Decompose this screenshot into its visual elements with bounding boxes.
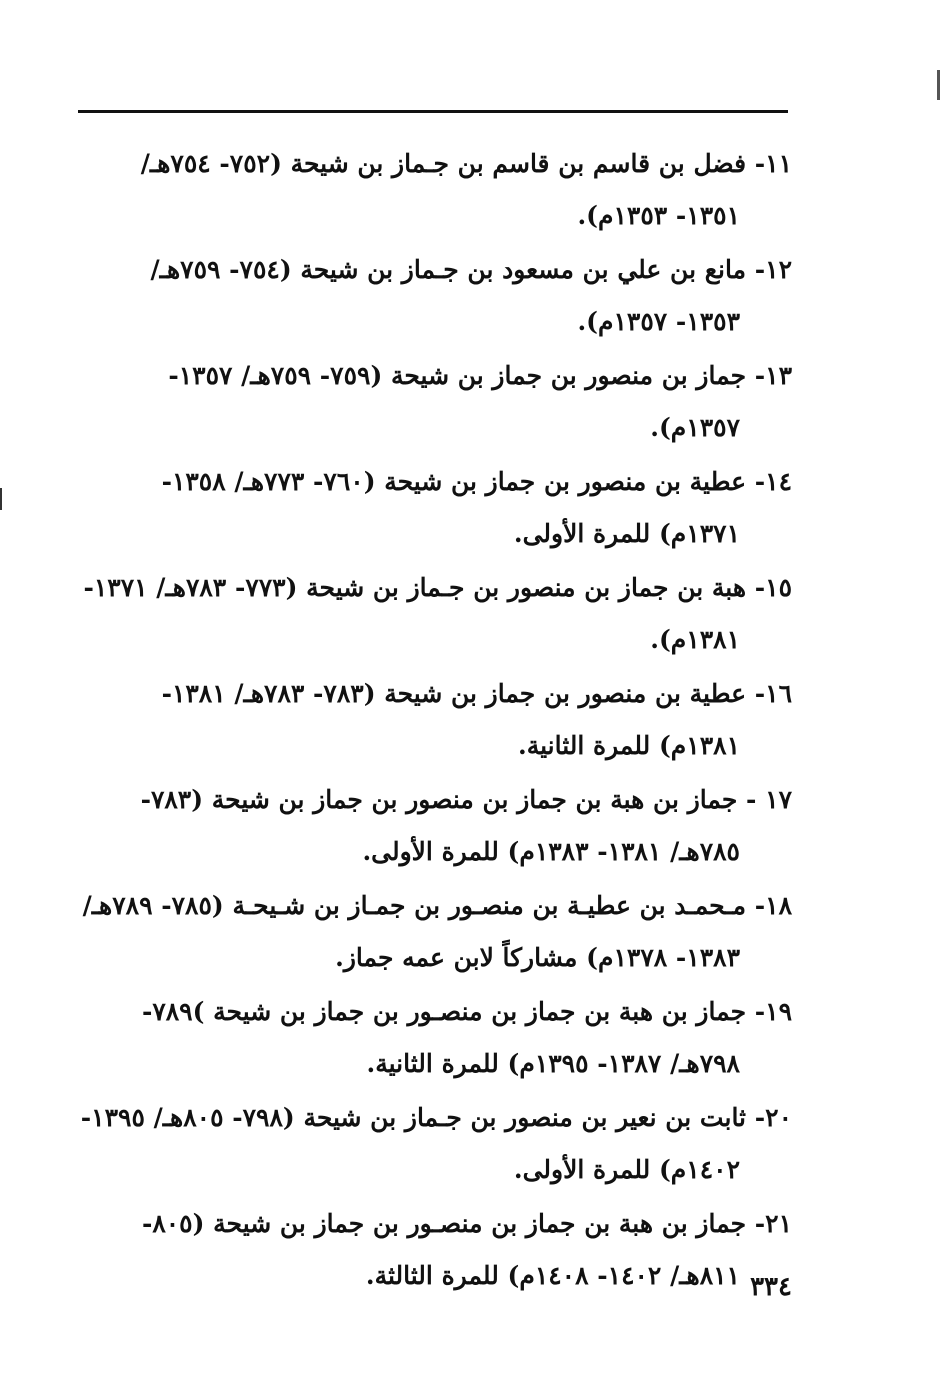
entry-text: عطية بن منصور بن جماز بن شيحة (٧٦٠- ٧٧٣هـ/ ١٣٥٨- ١٣٧١م) للمرة الأولى.: [161, 467, 747, 548]
list-item: [80, 456, 792, 560]
list-item: [80, 244, 792, 348]
entry-text: مانع بن علي بن مسعود بن جـماز بن شيحة (٧٥٤- ٧٥٩هـ/ ١٣٥٣- ١٣٥٧م).: [150, 255, 747, 336]
entry-text: هبة بن جماز بن منصور بن جـماز بن شيحة (٧٧٣- ٧٨٣هـ/ ١٣٧١- ١٣٨١م).: [83, 573, 747, 654]
list-item: [80, 880, 792, 984]
entry-number: ١٦-: [754, 679, 792, 708]
entry-number: ١٩-: [754, 997, 792, 1026]
list-item: [80, 986, 792, 1090]
entry-number: ١٥-: [754, 573, 792, 602]
entry-text: مـحمـد بن عطيـة بن منصـور بن جمـاز بن شـيحـة (٧٨٥- ٧٨٩هـ/ ١٣٨٣- ١٣٧٨م) مشاركاً لابن عمه جماز.: [82, 891, 747, 972]
entry-text: جماز بن هبة بن جماز بن منصـور بن جماز بن شيحة (٨٠٥- ٨١١هـ/ ١٤٠٢- ١٤٠٨م) للمرة الثالثة.: [141, 1209, 747, 1290]
list-item: [80, 138, 792, 242]
scan-edge-mark: [937, 70, 940, 100]
list-item: [80, 1092, 792, 1196]
entry-number: ١١-: [754, 149, 792, 178]
entry-text: جماز بن منصور بن جماز بن شيحة (٧٥٩- ٧٥٩هـ/ ١٣٥٧- ١٣٥٧م).: [168, 361, 747, 442]
entry-text: جماز بن هبة بن جماز بن منصور بن جماز بن شيحة (٧٨٣- ٧٨٥هـ/ ١٣٨١- ١٣٨٣م) للمرة الأولى.: [140, 785, 740, 866]
list-item: [80, 774, 792, 878]
list-item: [80, 668, 792, 772]
entry-number: ١٧ -: [746, 785, 792, 814]
list-item: [80, 350, 792, 454]
list-item: [80, 1198, 792, 1302]
entry-number: ١٤-: [754, 467, 792, 496]
rulers-list: [80, 138, 792, 1304]
header-rule: [78, 110, 788, 113]
entry-number: ٢١-: [754, 1209, 792, 1238]
page-number: ٣٣٤: [750, 1272, 792, 1302]
entry-number: ٢٠-: [754, 1103, 792, 1132]
entry-text: عطية بن منصور بن جماز بن شيحة (٧٨٣- ٧٨٣هـ/ ١٣٨١- ١٣٨١م) للمرة الثانية.: [161, 679, 747, 760]
list-item: [80, 562, 792, 666]
entry-number: ١٣-: [754, 361, 792, 390]
entry-number: ١٢-: [754, 255, 792, 284]
entry-text: جماز بن هبة بن جماز بن منصـور بن جماز بن شيحة )٧٨٩- ٧٩٨هـ/ ١٣٨٧- ١٣٩٥م) للمرة الثانية.: [141, 997, 747, 1078]
entry-number: ١٨-: [754, 891, 792, 920]
entry-text: ثابت بن نعير بن منصور بن جـماز بن شيحة (٧٩٨- ٨٠٥هـ/ ١٣٩٥- ١٤٠٢م) للمرة الأولى.: [80, 1103, 747, 1184]
scan-edge-mark: [0, 488, 2, 510]
entry-text: فضل بن قاسم بن قاسم بن جـماز بن شيحة (٧٥٢- ٧٥٤هـ/ ١٣٥١- ١٣٥٣م).: [140, 149, 747, 230]
